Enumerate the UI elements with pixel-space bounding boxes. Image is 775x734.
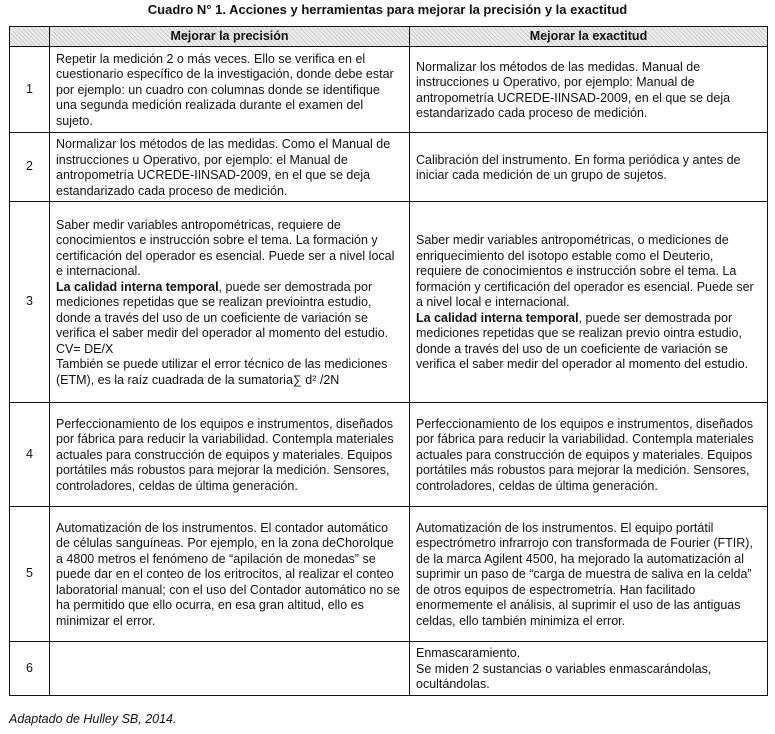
cell-paragraph (416, 60, 761, 122)
cell-paragraphs (50, 665, 409, 671)
row-number: 2 (10, 133, 50, 202)
accuracy-cell (410, 642, 768, 696)
cell-paragraph (416, 311, 761, 373)
header-precision: Mejorar la precisión (50, 27, 410, 47)
header-accuracy: Mejorar la exactitud (410, 27, 768, 47)
paragraph-text: , puede ser demostrada por mediciones repetidas que se realizan previointra estudio, donde a través del uso de un coeficiente de variación se verifica el saber medir del operador al momento del estudio. CV= DE/X (56, 279, 389, 356)
paragraph-text: Automatización de los instrumentos. El contador automático de células sanguíneas. Por ejemplo, en la zona deChorolque a 4800 metros el fenómeno de “apilación de monedas” se puede dar en el conteo de los eritrocitos, al realizar el conteo laboratorial manual; con el uso del Contador automático no se ha permitido que ello ocurra, en esa gran altitud, ello es minimizar el error. (56, 520, 400, 628)
bold-lead-text: La calidad interna temporal (416, 310, 579, 325)
cell-paragraph (416, 662, 761, 693)
table-row (10, 133, 768, 202)
precision-cell (50, 642, 410, 696)
precision-cell (50, 133, 410, 202)
paragraph-text: Normalizar los métodos de las medidas. Como el Manual de instrucciones u Operativo, por ejemplo: el Manual de antropometría UCREDE-IINSAD-2009, en el que se deja estandarizado cada proceso de medición. (56, 137, 391, 198)
cell-paragraph (416, 233, 761, 311)
table-row (10, 202, 768, 403)
cell-paragraph (416, 646, 761, 662)
paragraph-text: Perfeccionamiento de los equipos e instrumentos, diseñados por fábrica para reducir la variabilidad. Contempla materiales actuales para construcción de equipos y materiales. Equipos portátiles más robustos para mejorar la medición. Sensores, controladores, celdas de última generación. (56, 416, 394, 493)
paragraph-text: Saber medir variables antropométricas, o mediciones de enriquecimiento del isotopo estable como el Deuterio, requiere de conocimientos e instrucción sobre el tema. La formación y certificación del operador es esencial. Puede ser a nivel local e internacional. (416, 233, 754, 310)
table-title: Cuadro N° 1. Acciones y herramientas para mejorar la precisión y la exactitud (147, 2, 628, 17)
cell-paragraphs (410, 517, 767, 632)
cell-paragraph (56, 417, 403, 495)
accuracy-cell (410, 202, 768, 403)
table-row (10, 642, 768, 696)
cell-paragraphs (410, 642, 767, 695)
row-number: 6 (10, 642, 50, 696)
accuracy-cell (410, 403, 768, 507)
cell-paragraph (56, 52, 403, 130)
cell-paragraph (56, 357, 403, 388)
paragraph-text: , puede ser demostrada por mediciones repetidas que se realizan previo ointra estudio, donde a través del uso de un coeficiente de variación se verifica el saber medir del operador al momento del estudio. (416, 310, 749, 372)
header-number (10, 27, 50, 47)
paragraph-text: Repetir la medición 2 o más veces. Ello se verifica en el cuestionario específico de la investigación, donde debe estar por ejemplo: un cuadro con columnas donde se identifique una segunda medición realizada durante el examen del sujeto. (56, 51, 394, 128)
cell-paragraphs (50, 133, 409, 201)
table-header-row (10, 27, 768, 47)
cell-paragraphs (50, 413, 409, 497)
paragraph-text: También se puede utilizar el error técnico de las mediciones (ETM), es la raíz cuadrada de la sumatoria∑ d² /2N (56, 357, 388, 387)
row-number: 3 (10, 202, 50, 403)
cell-paragraphs (50, 214, 409, 391)
paragraph-text: Normalizar los métodos de las medidas. Manual de instrucciones u Operativo, por ejemplo: Manual de antropometría UCREDE-IINSAD-2009, en el que se deja estandarizado cada proceso de medición. (416, 59, 731, 120)
cell-paragraph (56, 521, 403, 630)
cell-paragraph (56, 137, 403, 199)
precision-cell (50, 403, 410, 507)
table-row (10, 403, 768, 507)
cell-paragraph (56, 280, 403, 358)
cell-paragraph (416, 153, 761, 184)
paragraph-text: Se miden 2 sustancias o variables enmascarándolas, ocultándolas. (416, 661, 712, 691)
row-number: 1 (10, 47, 50, 133)
paragraph-text: Calibración del instrumento. En forma periódica y antes de iniciar cada medición de un grupo de sujetos. (416, 152, 741, 182)
table-row (10, 507, 768, 642)
accuracy-cell (410, 507, 768, 642)
cell-paragraph (416, 521, 761, 630)
precision-cell (50, 47, 410, 133)
precision-cell (50, 202, 410, 403)
paragraph-text: Enmascaramiento. (416, 646, 521, 660)
row-number: 4 (10, 403, 50, 507)
table-row (10, 47, 768, 133)
comparison-table (9, 26, 768, 696)
cell-paragraph (56, 218, 403, 280)
cell-paragraphs (410, 149, 767, 186)
cell-paragraphs (410, 413, 767, 497)
paragraph-text: Automatización de los instrumentos. El equipo portátil espectrómetro infrarrojo con transformada de Fourier (FTIR), de la marca Agilent 4500, ha mejorado la automatización al suprimir un paso de “carga de muestra de saliva en la celda” de otros equipos de espectrometría. Han facilitado enormemente el análisis, al suprimir el uso de las antiguas celdas, ello también minimiza el error. (416, 520, 753, 628)
row-number: 5 (10, 507, 50, 642)
paragraph-text: Perfeccionamiento de los equipos e instrumentos, diseñados por fábrica para reducir la variabilidad. Contempla materiales actuales para construcción de equipos y materiales. Equipos portátiles más robustos para mejorar la medición. Sensores, controladores, celdas de última generación. (416, 416, 754, 493)
accuracy-cell (410, 133, 768, 202)
cell-paragraphs (410, 229, 767, 375)
paragraph-text: Saber medir variables antropométricas, requiere de conocimientos e instrucción sobre el tema. La formación y certificación del operador es esencial. Puede ser a nivel local e internacional. (56, 217, 395, 279)
cell-paragraphs (50, 48, 409, 132)
accuracy-cell (410, 47, 768, 133)
precision-cell (50, 507, 410, 642)
source-note: Adaptado de Hulley SB, 2014. (9, 712, 177, 726)
cell-paragraph (416, 417, 761, 495)
cell-paragraphs (50, 517, 409, 632)
cell-paragraphs (410, 56, 767, 124)
bold-lead-text: La calidad interna temporal (56, 279, 219, 294)
